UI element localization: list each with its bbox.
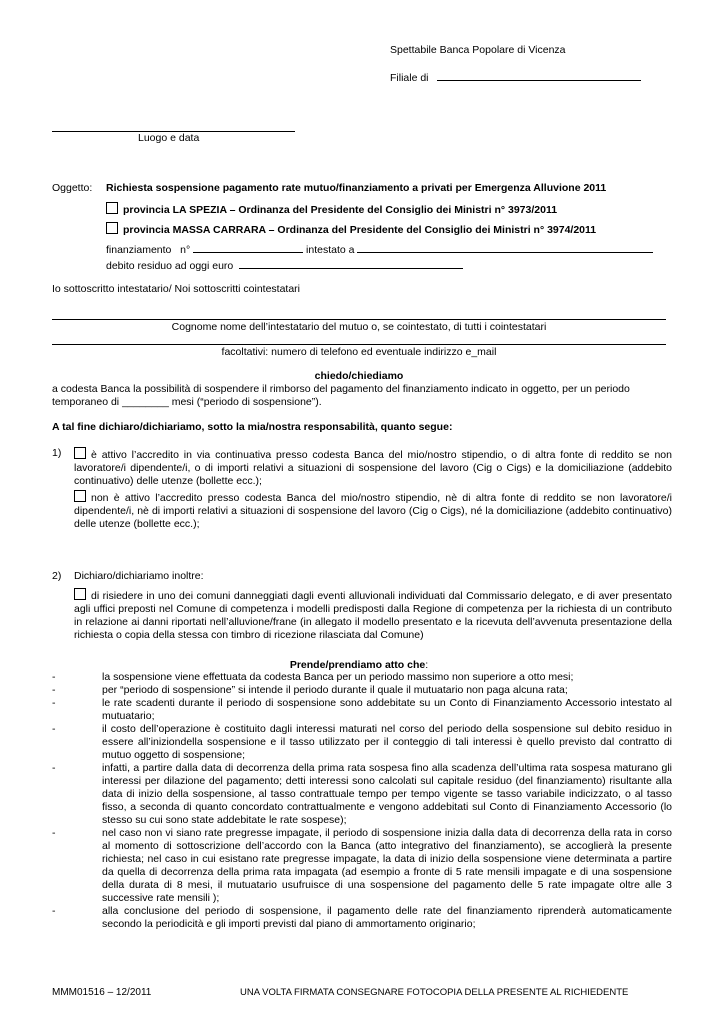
signatories-intro: Io sottoscritto intestatario/ Noi sottoscritti cointestatari bbox=[52, 283, 301, 295]
request-text-a: a codesta Banca la possibilità di sospendere il rimborso del pagamento del finanziamento indicato in oggetto, per un periodo temporaneo di bbox=[52, 383, 630, 408]
addressee: Spettabile Banca Popolare di Vicenza bbox=[390, 44, 566, 56]
list-item: - il costo dell’operazione è costituito dagli interessi maturati nel corso del periodo della sospensione sul debito residuo in essere all’iniziondella sospensione e il tasso utilizzato per il conteggio di tali interessi è quello previsto dal contratto di mutuo oggetto di sospensione; bbox=[52, 723, 672, 762]
list-item: - per “periodo di sospensione” si intende il periodo durante il quale il mutuatario non paga alcuna rata; bbox=[52, 684, 672, 697]
list-item: - alla conclusione del periodo di sospensione, il pagamento delle rate del finanziamento riprenderà automaticamente secondo la periodicità e gli importi previsti dal piano di ammortamento originario; bbox=[52, 905, 672, 931]
form-code: MMM01516 – 12/2011 bbox=[52, 987, 152, 998]
months-blank[interactable]: ________ bbox=[122, 396, 169, 408]
checkbox-accredito-attivo[interactable] bbox=[74, 447, 86, 459]
place-date-label: Luogo e data bbox=[138, 132, 200, 144]
item1-option-a bbox=[74, 447, 672, 488]
footer-note: UNA VOLTA FIRMATA CONSEGNARE FOTOCOPIA DELLA PRESENTE AL RICHIEDENTE bbox=[240, 987, 629, 998]
contact-line[interactable] bbox=[52, 344, 666, 345]
checkbox-accredito-non-attivo[interactable] bbox=[74, 490, 86, 502]
option-la-spezia-label: provincia LA SPEZIA – Ordinanza del Presidente del Consiglio dei Ministri n° 3973/2011 bbox=[123, 204, 558, 216]
contact-caption: facoltativi: numero di telefono ed eventuale indirizzo e_mail bbox=[221, 346, 497, 358]
item2-option bbox=[74, 588, 672, 642]
acknowledgement-heading-text: Prende/prendiamo atto che bbox=[289, 659, 426, 671]
request-heading: chiedo/chiediamo bbox=[314, 370, 404, 382]
item1-option-a-text: è attivo l’accredito in via continuativa presso codesta Banca del mio/nostro stipendio, o di altra fonte di reddito se non lavoratore/i dipendente/i, o di importi relativi a situazioni di sospensione del lavoro (Cig o Cigs) e la domiciliazione (addebito continuativo) delle utenze (bollette ecc.); bbox=[74, 449, 672, 487]
item1-number: 1) bbox=[52, 447, 62, 459]
list-item: - infatti, a partire dalla data di decorrenza della prima rata sospesa fino alla scadenza dell’ultima rata sospesa maturano gli interessi per dilazione del pagamento; detti interessi sono calcolati sul capitale residuo (del finanziamento) risultante alla data di inizio della sospensione, al tasso contrattuale tempo per tempo vigente se tasso variabile indicizzato, o al tasso fisso, a seconda di quanto concordato contrattualmente e vengono addebitati sul Conto di Finanziamento Accessorio (lo stesso su cui sono state addebitate le rate sospese); bbox=[52, 762, 672, 827]
loan-row bbox=[106, 242, 653, 257]
residual-line[interactable] bbox=[239, 258, 463, 269]
item1-option-b-text: non è attivo l’accredito presso codesta Banca del mio/nostro stipendio, nè di altra fonte di reddito se non lavoratore/i dipendente/i, nè di importi relativi a situazioni di sospensione del lavoro (Cig o Cigs), né la domiciliazione (addebito continuativo) delle utenze (bollette ecc.); bbox=[74, 492, 672, 530]
loan-number-line[interactable] bbox=[193, 242, 303, 253]
option-massa-carrara-label: provincia MASSA CARRARA – Ordinanza del Presidente del Consiglio dei Ministri n° 3974/2011 bbox=[123, 224, 597, 236]
checkbox-residenza[interactable] bbox=[74, 588, 86, 600]
option-massa-carrara bbox=[106, 222, 596, 237]
subject-label: Oggetto: bbox=[52, 182, 93, 194]
request-text bbox=[52, 383, 672, 409]
branch-input-line[interactable] bbox=[437, 70, 641, 81]
name-line[interactable] bbox=[52, 319, 666, 320]
declaration-heading: A tal fine dichiaro/dichiariamo, sotto la mia/nostra responsabilità, quanto segue: bbox=[52, 421, 453, 433]
held-by-line[interactable] bbox=[357, 242, 653, 253]
list-item: - nel caso non vi siano rate pregresse impagate, il periodo di sospensione inizia dalla data di decorrenza della rata in corso al momento di sottoscrizione dell’accordo con la Banca (atto integrativo del finanziamento), se accoglierà la presente richiesta; nel caso in cui esistano rate pregresse impagate, la data di inizio della sospensione viene determinata a partire da quella di decorrenza della prima rata impagata (ad esempio a fronte di 5 rate mensili impagate e di una sospensione della durata di 8 mesi, il mutuatario usufruisce di una sospensione del pagamento delle 5 rate impagate oltre alle 3 successive rate mensili ); bbox=[52, 827, 672, 905]
branch-field bbox=[390, 70, 641, 85]
residual-row bbox=[106, 258, 463, 273]
item1-option-b bbox=[74, 490, 672, 531]
item2-title: Dichiaro/dichiariamo inoltre: bbox=[74, 570, 204, 582]
held-by-label: intestato a bbox=[306, 244, 355, 256]
item2-option-text: di risiedere in uno dei comuni danneggiati dagli eventi alluvionali individuati dal Commissario delegato, e di aver presentato agli uffici preposti nel Comune di competenza i modelli predisposti dalla Regione di competenza per la richiesta di un contributo in relazione ai danni riportati nell’alluvione/frane (in allegato il modello presentato e la ricevuta dell’avvenuta presentazione della richiesta o copia della stessa con timbro di ricezione rilasciata dal Comune) bbox=[74, 590, 672, 641]
acknowledgement-heading-colon: : bbox=[425, 659, 429, 671]
residual-label: debito residuo ad oggi euro bbox=[106, 260, 234, 272]
checkbox-la-spezia[interactable] bbox=[106, 202, 118, 214]
list-item: - le rate scadenti durante il periodo di sospensione sono addebitate su un Conto di Finanziamento Accessorio intestato al mutuatario; bbox=[52, 697, 672, 723]
request-text-b: mesi (“periodo di sospensione”). bbox=[171, 396, 322, 408]
branch-label: Filiale di bbox=[390, 72, 429, 84]
loan-label: finanziamento n° bbox=[106, 244, 191, 256]
subject-title: Richiesta sospensione pagamento rate mutuo/finanziamento a privati per Emergenza Alluvione 2011 bbox=[106, 182, 607, 194]
checkbox-massa-carrara[interactable] bbox=[106, 222, 118, 234]
option-la-spezia bbox=[106, 202, 557, 217]
item2-number: 2) bbox=[52, 570, 62, 582]
list-item: - la sospensione viene effettuata da codesta Banca per un periodo massimo non superiore a otto mesi; bbox=[52, 671, 672, 684]
acknowledgement-list bbox=[52, 671, 672, 931]
name-caption: Cognome nome dell’intestatario del mutuo o, se cointestato, di tutti i cointestatari bbox=[171, 321, 547, 333]
